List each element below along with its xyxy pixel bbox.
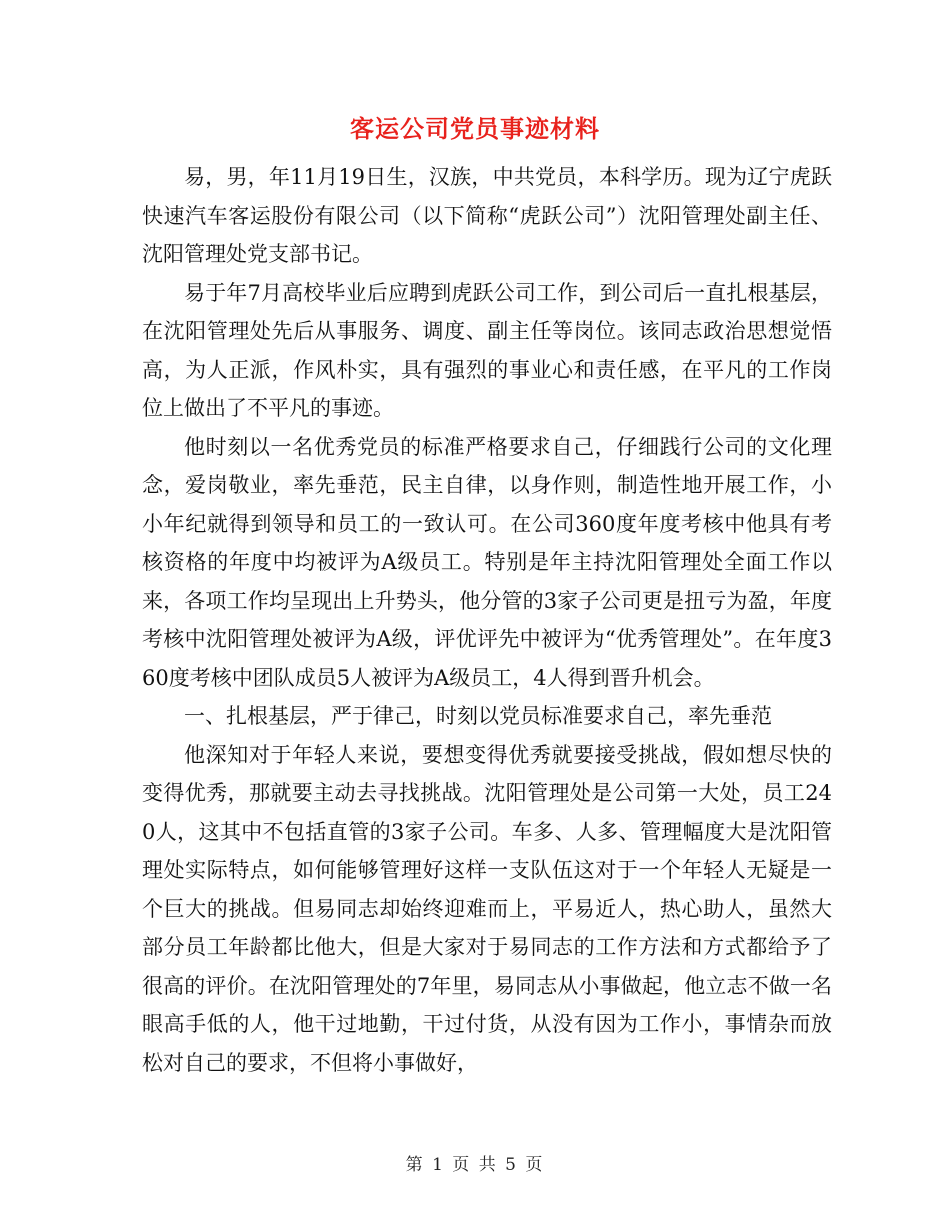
paragraph-challenge: 他深知对于年轻人来说，要想变得优秀就要接受挑战，假如想尽快的变得优秀，那就要主动去寻找挑战。沈阳管理处是公司第一大处，员工240人，这其中不包括直管的3家子公司。车多、人多、管理幅度大是沈阳管理处实际特点，如何能够管理好这样一支队伍这对于一个年轻人无疑是一个巨大的挑战。但易同志却始终迎难而上，平易近人，热心助人，虽然大部分员工年龄都比他大，但是大家对于易同志的工作方法和方式都给予了很高的评价。在沈阳管理处的7年里，易同志从小事做起，他立志不做一名眼高手低的人，他干过地勤，干过付货，从没有因为工作小，事情杂而放松对自己的要求，不但将小事做好， (142, 742, 832, 1075)
page-footer: 第 1 页 共 5 页 (405, 1155, 545, 1175)
paragraph-intro: 易，男，年11月19日生，汉族，中共党员，本科学历。现为辽宁虎跃快速汽车客运股份有限公司（以下简称“虎跃公司”）沈阳管理处副主任、沈阳管理处党支部书记。 (142, 165, 832, 266)
document-body (142, 158, 832, 1082)
paragraph-achievements: 他时刻以一名优秀党员的标准严格要求自己，仔细践行公司的文化理念，爱岗敬业，率先垂范，民主自律，以身作则，制造性地开展工作，小小年纪就得到领导和员工的一致认可。在公司360度年度考核中他具有考核资格的年度中均被评为A级员工。特别是年主持沈阳管理处全面工作以来，各项工作均呈现出上升势头，他分管的3家子公司更是扭亏为盈，年度考核中沈阳管理处被评为A级，评优评先中被评为“优秀管理处”。在年度360度考核中团队成员5人被评为A级员工，4人得到晋升机会。 (142, 434, 832, 690)
document-title: 客运公司党员事迹材料 (350, 114, 600, 143)
section-heading-1: 一、扎根基层，严于律己，时刻以党员标准要求自己，率先垂范 (184, 704, 772, 728)
paragraph-career: 易于年7月高校毕业后应聘到虎跃公司工作，到公司后一直扎根基层，在沈阳管理处先后从事服务、调度、副主任等岗位。该同志政治思想觉悟高，为人正派，作风朴实，具有强烈的事业心和责任感，在平凡的工作岗位上做出了不平凡的事迹。 (142, 280, 832, 420)
